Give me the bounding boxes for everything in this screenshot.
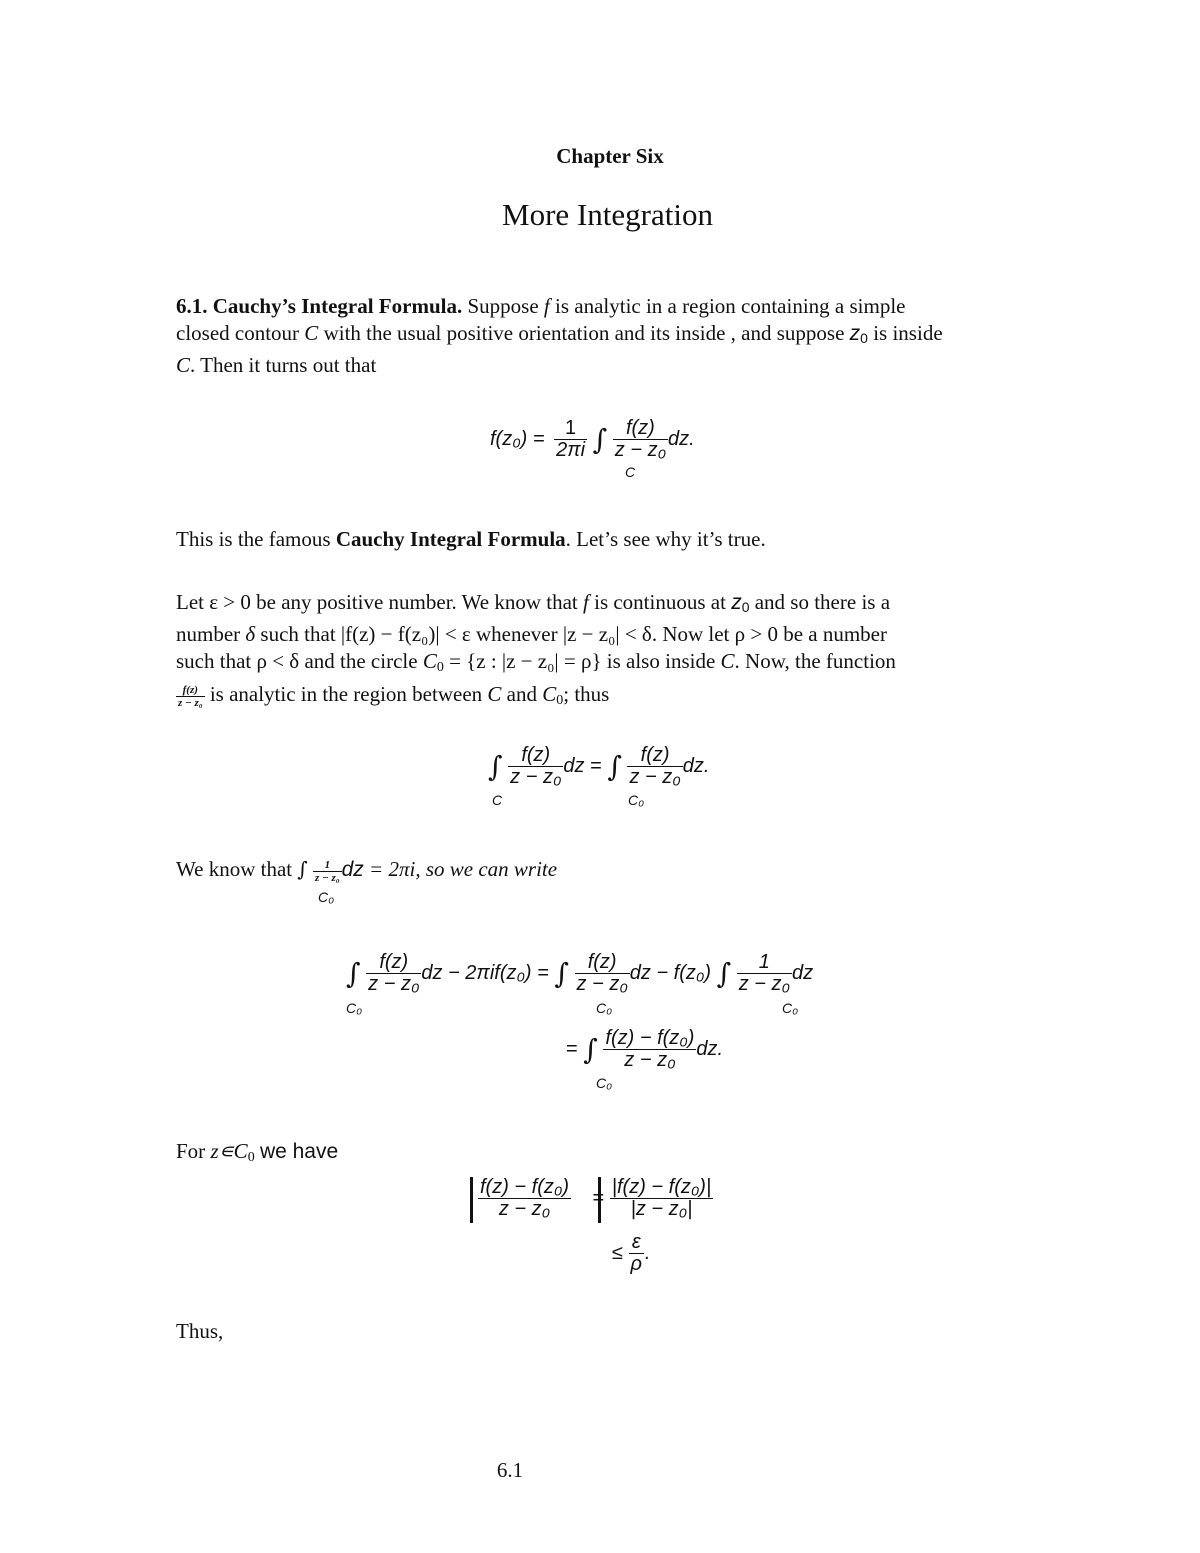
famous-line <box>176 526 1066 553</box>
intro-text-4: with the usual positive orientation and its inside , and suppose <box>323 321 845 345</box>
proof-l1b: is continuous at <box>594 590 726 614</box>
section-intro <box>176 293 1066 379</box>
proof-l4c: ; thus <box>563 682 610 706</box>
differential: dz <box>563 755 585 777</box>
var-f: f <box>543 294 550 318</box>
intro-text-3: closed contour <box>176 321 300 345</box>
differential: dz <box>341 858 364 881</box>
integral-contour-C0: C₀ <box>596 1000 613 1016</box>
differential: dz. <box>668 428 695 450</box>
numerator: f(z) <box>575 952 630 974</box>
contour-deformation-equation <box>488 745 709 788</box>
denominator: ρ <box>630 1253 643 1275</box>
denominator: z − z₀ <box>315 871 340 884</box>
intro-text-5: is inside <box>873 321 943 345</box>
fraction-fz-over-z-z0 <box>613 418 668 461</box>
fraction-eps-over-rho <box>629 1232 644 1275</box>
var-z-in-C0: $z∊C_0$ <box>210 1139 255 1165</box>
inline-fraction-one-over-z-z0 <box>313 859 342 884</box>
fraction-abs-difference <box>610 1177 713 1220</box>
integral-contour-C0: C₀ <box>346 1000 363 1016</box>
section-heading: 6.1. Cauchy’s Integral Formula. <box>176 294 463 318</box>
numerator: 1 <box>737 952 792 974</box>
term-minus-fz0: dz − f(z₀) <box>629 962 711 984</box>
fraction-fz-over-z-z0 <box>627 745 682 788</box>
denominator: z − z₀ <box>498 1198 551 1220</box>
var-C0: $C_0$ <box>542 682 564 708</box>
intro-text-1: Suppose <box>467 294 539 318</box>
numerator: f(z) <box>508 745 563 767</box>
fraction-fz-over-z-z0 <box>508 745 563 788</box>
denominator: |z − z₀| <box>630 1198 693 1220</box>
equals-sign: = <box>592 1187 605 1209</box>
var-C: C <box>487 682 502 706</box>
for-z-line <box>176 1138 1066 1171</box>
numerator: 1 <box>554 418 587 440</box>
integral-sign: ∫ <box>716 957 732 990</box>
denominator: z − z₀ <box>624 1049 676 1071</box>
subtraction-equation-line-2 <box>566 1028 723 1071</box>
numerator: f(z) <box>613 418 668 440</box>
var-C: C <box>720 649 735 673</box>
integral-sign: ∫ <box>583 1033 598 1066</box>
chapter-title: More Integration <box>502 197 713 232</box>
bound-equation-line-2 <box>612 1232 650 1275</box>
numerator: f(z) <box>627 745 682 767</box>
numerator: f(z) − f(z₀) <box>480 1176 569 1198</box>
page-number: 6.1 <box>496 1458 524 1482</box>
famous-bold: Cauchy Integral Formula <box>335 527 566 551</box>
leq-sign: ≤ <box>612 1242 623 1264</box>
integral-contour-C: C <box>492 792 503 808</box>
fraction-one-over-2pi-i <box>554 418 587 461</box>
denominator: z − z₀ <box>510 766 562 788</box>
integral-sign: ∫ <box>592 423 608 456</box>
cauchy-formula-equation <box>490 418 695 461</box>
inline-fraction-fz-over-z-z0 <box>176 684 205 709</box>
var-delta: δ <box>245 622 256 646</box>
var-z0: $z_0$ <box>731 591 750 615</box>
famous-before: This is the famous <box>176 527 331 551</box>
var-C0: $C_0$ <box>422 649 444 675</box>
denominator: z − z₀ <box>178 696 203 709</box>
var-f: f <box>583 590 589 614</box>
var-z0: $z_0$ <box>849 322 868 346</box>
var-C: C <box>176 353 191 377</box>
proof-l1c: and so there is a <box>754 590 891 614</box>
famous-after: . Let’s see why it’s true. <box>565 527 766 551</box>
proof-l3a: such that ρ < δ and the circle <box>176 649 418 673</box>
numerator: |f(z) − f(z₀)| <box>611 1176 712 1198</box>
integral-contour-C0: C₀ <box>628 792 645 808</box>
fraction-difference-over-z-z0 <box>603 1028 696 1071</box>
equals-sign: = <box>590 755 602 777</box>
denominator: z − z₀ <box>738 973 790 995</box>
proof-l4b: and <box>506 682 537 706</box>
denominator: z − z₀ <box>614 439 667 461</box>
for-before: For <box>176 1139 206 1163</box>
numerator: f(z) <box>176 684 205 697</box>
integral-contour-C0: C₀ <box>596 1075 613 1091</box>
proof-paragraph <box>176 589 1066 714</box>
fraction-difference-over-z-z0 <box>478 1177 571 1220</box>
denominator: z − z₀ <box>576 973 628 995</box>
abs-bar-left <box>470 1177 473 1223</box>
integral-sign: ∫ <box>607 750 622 783</box>
integral-sign: ∫ <box>488 750 503 783</box>
integral-contour-C0: C₀ <box>318 889 335 905</box>
fraction-one-over-z-z0 <box>737 952 792 995</box>
equals-sign: = <box>566 1038 578 1060</box>
thus-line: Thus, <box>176 1319 224 1343</box>
chapter-label: Chapter Six <box>556 144 664 168</box>
fraction-fz-over-z-z0 <box>575 952 630 995</box>
period: . <box>644 1242 650 1264</box>
denominator: z − z₀ <box>629 766 681 788</box>
numerator: ε <box>629 1232 644 1254</box>
denominator: 2πi <box>556 439 586 461</box>
proof-l2b: such that |f(z) − f(z₀)| < ε whenever |z − z₀| < δ. Now let ρ > 0 be a number <box>260 622 887 646</box>
fraction-fz-over-z-z0 <box>366 952 421 995</box>
denominator: z − z₀ <box>368 973 420 995</box>
integral-contour-C0: C₀ <box>782 1000 799 1016</box>
proof-l4a: is analytic in the region between <box>209 682 483 706</box>
integral-sign: ∫ <box>297 857 308 881</box>
numerator: f(z) − f(z₀) <box>605 1027 695 1049</box>
differential: dz <box>791 962 814 984</box>
intro-text-6: . Then it turns out that <box>190 353 377 377</box>
known-integral-line <box>176 856 1066 884</box>
proof-l3b: = {z : |z − z₀| = ρ} is also inside <box>449 649 716 673</box>
bound-equation-line-1 <box>478 1177 713 1220</box>
numerator: f(z) <box>366 952 421 974</box>
for-after: we have <box>259 1140 339 1163</box>
proof-l2a: number <box>176 622 241 646</box>
know-before: We know that <box>176 857 293 881</box>
know-after: = 2πi, so we can write <box>369 857 558 881</box>
integral-sign: ∫ <box>346 957 361 990</box>
differential: dz. <box>682 755 710 777</box>
integral-contour-C: C <box>625 464 636 480</box>
numerator: 1 <box>313 859 342 872</box>
eq-lhs: f(z₀) = <box>490 428 545 450</box>
var-C: C <box>304 321 319 345</box>
integral-sign: ∫ <box>554 957 569 990</box>
proof-l1a: Let ε > 0 be any positive number. We know that <box>176 590 578 614</box>
intro-text-2: is analytic in a region containing a simple <box>555 294 906 318</box>
term-minus-2pi-i-fz0: dz − 2πif(z₀) = <box>421 962 549 984</box>
proof-l3c: . Now, the function <box>734 649 896 673</box>
differential: dz. <box>696 1038 724 1060</box>
subtraction-equation-line-1 <box>346 952 813 995</box>
